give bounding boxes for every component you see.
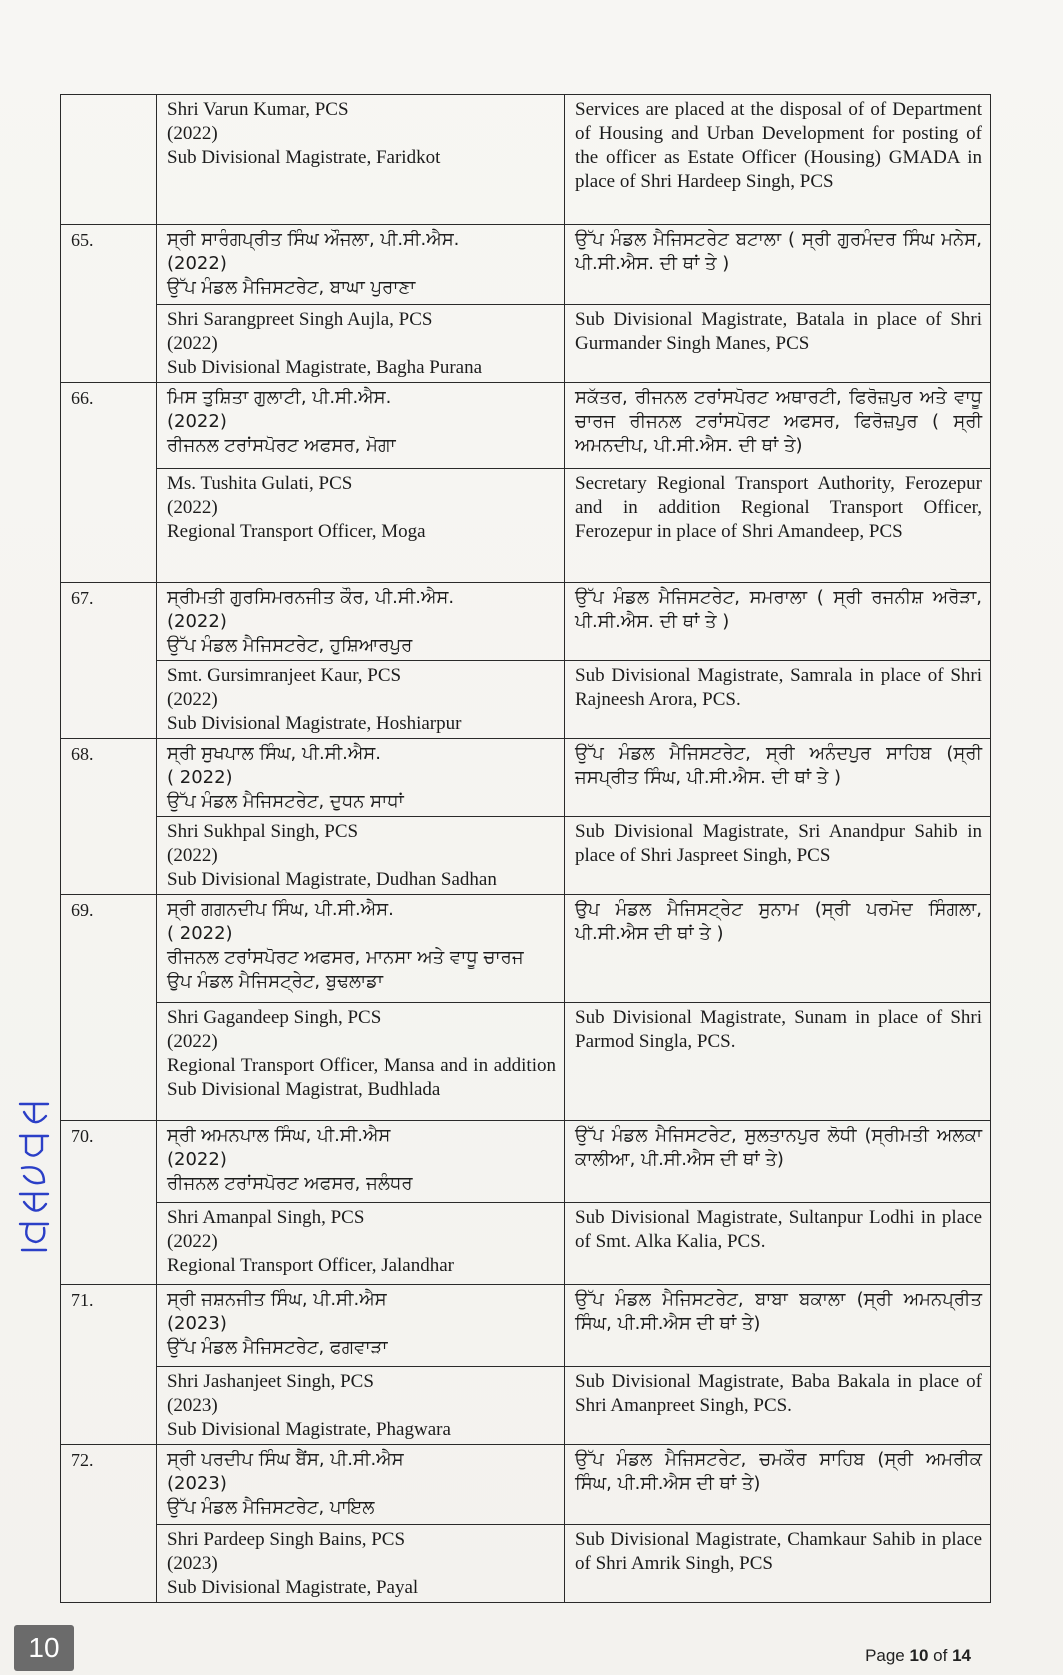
table-row xyxy=(61,383,991,469)
officer-punjabi: ਸ੍ਰੀ ਸੁਖਪਾਲ ਸਿੰਘ, ਪੀ.ਸੀ.ਐਸ. ( 2022) ਉੱਪ ਮੰਡਲ ਮੈਜਿਸਟਰੇਟ, ਦੁਧਨ ਸਾਧਾਂ xyxy=(157,739,565,817)
serial-number: 71. xyxy=(61,1285,157,1445)
officer-punjabi: ਸ੍ਰੀ ਜਸ਼ਨਜੀਤ ਸਿੰਘ, ਪੀ.ਸੀ.ਐਸ (2023) ਉੱਪ ਮੰਡਲ ਮੈਜਿਸਟਰੇਟ, ਫਗਵਾੜਾ xyxy=(157,1285,565,1367)
transfer-orders-table xyxy=(60,94,991,1603)
officer-english: Shri Sarangpreet Singh Aujla, PCS (2022) Sub Divisional Magistrate, Bagha Purana xyxy=(157,305,565,383)
officer-punjabi: ਸ੍ਰੀਮਤੀ ਗੁਰਸਿਮਰਨਜੀਤ ਕੌਰ, ਪੀ.ਸੀ.ਐਸ. (2022) ਉੱਪ ਮੰਡਲ ਮੈਜਿਸਟਰੇਟ, ਹੁਸ਼ਿਆਰਪੁਰ xyxy=(157,583,565,661)
table-row xyxy=(61,225,991,305)
posting-punjabi: ਸਕੱਤਰ, ਰੀਜਨਲ ਟਰਾਂਸਪੋਰਟ ਅਥਾਰਟੀ, ਫਿਰੋਜ਼ਪੁਰ ਅਤੇ ਵਾਧੂ ਚਾਰਜ ਰੀਜਨਲ ਟਰਾਂਸਪੋਰਟ ਅਫਸਰ, ਫਿਰੋਜ਼ਪੁਰ ( ਸ੍ਰੀ ਅਮਨਦੀਪ, ਪੀ.ਸੀ.ਐਸ. ਦੀ ਥਾਂ ਤੇ) xyxy=(565,383,991,469)
table-row xyxy=(61,817,991,895)
officer-punjabi: ਸ੍ਰੀ ਸਾਰੰਗਪ੍ਰੀਤ ਸਿੰਘ ਔਜਲਾ, ਪੀ.ਸੀ.ਐਸ. (2022) ਉੱਪ ਮੰਡਲ ਮੈਜਿਸਟਰੇਟ, ਬਾਘਾ ਪੁਰਾਣਾ xyxy=(157,225,565,305)
officer-punjabi: ਸ੍ਰੀ ਅਮਨਪਾਲ ਸਿੰਘ, ਪੀ.ਸੀ.ਐਸ (2022) ਰੀਜਨਲ ਟਰਾਂਸਪੋਰਟ ਅਫਸਰ, ਜਲੰਧਰ xyxy=(157,1121,565,1203)
posting-punjabi: ਉੱਪ ਮੰਡਲ ਮੈਜਿਸਟਰੇਟ, ਚਮਕੌਰ ਸਾਹਿਬ (ਸ੍ਰੀ ਅਮਰੀਕ ਸਿੰਘ, ਪੀ.ਸੀ.ਐਸ ਦੀ ਥਾਂ ਤੇ) xyxy=(565,1445,991,1525)
posting-english: Sub Divisional Magistrate, Chamkaur Sahib in place of Shri Amrik Singh, PCS xyxy=(565,1525,991,1603)
handwritten-signature xyxy=(14,1090,54,1260)
officer-english: Shri Amanpal Singh, PCS (2022) Regional Transport Officer, Jalandhar xyxy=(157,1203,565,1285)
posting-punjabi: ਉੱਪ ਮੰਡਲ ਮੈਜਿਸਟਰੇਟ, ਸ੍ਰੀ ਅਨੰਦਪੁਰ ਸਾਹਿਬ (ਸ੍ਰੀ ਜਸਪ੍ਰੀਤ ਸਿੰਘ, ਪੀ.ਸੀ.ਐਸ. ਦੀ ਥਾਂ ਤੇ ) xyxy=(565,739,991,817)
officer-english: Shri Pardeep Singh Bains, PCS (2023) Sub Divisional Magistrate, Payal xyxy=(157,1525,565,1603)
officer-punjabi: ਸ੍ਰੀ ਪਰਦੀਪ ਸਿੰਘ ਬੈਂਸ, ਪੀ.ਸੀ.ਐਸ (2023) ਉੱਪ ਮੰਡਲ ਮੈਜਿਸਟਰੇਟ, ਪਾਇਲ xyxy=(157,1445,565,1525)
serial-number: 67. xyxy=(61,583,157,739)
officer-english: Ms. Tushita Gulati, PCS (2022) Regional Transport Officer, Moga xyxy=(157,469,565,583)
officer-punjabi: ਸ੍ਰੀ ਗਗਨਦੀਪ ਸਿੰਘ, ਪੀ.ਸੀ.ਐਸ. ( 2022) ਰੀਜਨਲ ਟਰਾਂਸਪੋਰਟ ਅਫਸਰ, ਮਾਨਸਾ ਅਤੇ ਵਾਧੂ ਚਾਰਜ ਉਪ ਮੰਡਲ ਮੈਜਿਸਟ੍ਰੇਟ, ਬੁਢਲਾਡਾ xyxy=(157,895,565,1003)
posting-english: Sub Divisional Magistrate, Baba Bakala in place of Shri Amanpreet Singh, PCS. xyxy=(565,1367,991,1445)
table-row xyxy=(61,1367,991,1445)
posting-english: Sub Divisional Magistrate, Sultanpur Lodhi in place of Smt. Alka Kalia, PCS. xyxy=(565,1203,991,1285)
table-row xyxy=(61,1203,991,1285)
posting-punjabi: ਉੱਪ ਮੰਡਲ ਮੈਜਿਸਟਰੇਟ, ਬਾਬਾ ਬਕਾਲਾ (ਸ੍ਰੀ ਅਮਨਪ੍ਰੀਤ ਸਿੰਘ, ਪੀ.ਸੀ.ਐਸ ਦੀ ਥਾਂ ਤੇ) xyxy=(565,1285,991,1367)
serial-number xyxy=(61,95,157,225)
serial-number: 66. xyxy=(61,383,157,583)
table-row xyxy=(61,1121,991,1203)
serial-number: 65. xyxy=(61,225,157,383)
table-row xyxy=(61,1285,991,1367)
posting-english: Sub Divisional Magistrate, Batala in place of Shri Gurmander Singh Manes, PCS xyxy=(565,305,991,383)
posting-english: Sub Divisional Magistrate, Sunam in place of Shri Parmod Singla, PCS. xyxy=(565,1003,991,1121)
table-row xyxy=(61,1525,991,1603)
serial-number: 69. xyxy=(61,895,157,1121)
officer-english: Shri Varun Kumar, PCS (2022) Sub Divisional Magistrate, Faridkot xyxy=(157,95,565,225)
posting-english: Secretary Regional Transport Authority, Ferozepur and in addition Regional Transport Officer, Ferozepur in place of Shri Amandeep, PCS xyxy=(565,469,991,583)
serial-number: 72. xyxy=(61,1445,157,1603)
posting-punjabi: ਉੱਪ ਮੰਡਲ ਮੈਜਿਸਟਰੇਟ ਬਟਾਲਾ ( ਸ੍ਰੀ ਗੁਰਮੰਦਰ ਸਿੰਘ ਮਨੇਸ, ਪੀ.ਸੀ.ਐਸ. ਦੀ ਥਾਂ ਤੇ ) xyxy=(565,225,991,305)
posting-english: Sub Divisional Magistrate, Samrala in place of Shri Rajneesh Arora, PCS. xyxy=(565,661,991,739)
page-footer: Page 10 of 14 xyxy=(865,1646,971,1665)
serial-number: 68. xyxy=(61,739,157,895)
table-row xyxy=(61,305,991,383)
page-number-box: 10 xyxy=(14,1625,74,1671)
officer-punjabi: ਮਿਸ ਤੁਸ਼ਿਤਾ ਗੁਲਾਟੀ, ਪੀ.ਸੀ.ਐਸ. (2022) ਰੀਜਨਲ ਟਰਾਂਸਪੋਰਟ ਅਫਸਰ, ਮੋਗਾ xyxy=(157,383,565,469)
officer-english: Smt. Gursimranjeet Kaur, PCS (2022) Sub Divisional Magistrate, Hoshiarpur xyxy=(157,661,565,739)
table-row xyxy=(61,95,991,225)
table-row xyxy=(61,1445,991,1525)
table-row xyxy=(61,895,991,1003)
posting-english: Sub Divisional Magistrate, Sri Anandpur Sahib in place of Shri Jaspreet Singh, PCS xyxy=(565,817,991,895)
table-row xyxy=(61,661,991,739)
officer-english: Shri Sukhpal Singh, PCS (2022) Sub Divisional Magistrate, Dudhan Sadhan xyxy=(157,817,565,895)
posting-english: Services are placed at the disposal of of Department of Housing and Urban Development for posting of the officer as Estate Officer (Housing) GMADA in place of Shri Hardeep Singh, PCS xyxy=(565,95,991,225)
table-row xyxy=(61,469,991,583)
officer-english: Shri Gagandeep Singh, PCS (2022) Regional Transport Officer, Mansa and in addition Sub Divisional Magistrat, Budhlada xyxy=(157,1003,565,1121)
table-row xyxy=(61,583,991,661)
table-row xyxy=(61,1003,991,1121)
serial-number: 70. xyxy=(61,1121,157,1285)
officer-english: Shri Jashanjeet Singh, PCS (2023) Sub Divisional Magistrate, Phagwara xyxy=(157,1367,565,1445)
posting-punjabi: ਉੱਪ ਮੰਡਲ ਮੈਜਿਸਟਰੇਟ, ਸਮਰਾਲਾ ( ਸ੍ਰੀ ਰਜਨੀਸ਼ ਅਰੋੜਾ, ਪੀ.ਸੀ.ਐਸ. ਦੀ ਥਾਂ ਤੇ ) xyxy=(565,583,991,661)
posting-punjabi: ਉੱਪ ਮੰਡਲ ਮੈਜਿਸਟਰੇਟ, ਸੁਲਤਾਨਪੁਰ ਲੋਧੀ (ਸ੍ਰੀਮਤੀ ਅਲਕਾ ਕਾਲੀਆ, ਪੀ.ਸੀ.ਐਸ ਦੀ ਥਾਂ ਤੇ) xyxy=(565,1121,991,1203)
posting-punjabi: ਉਪ ਮੰਡਲ ਮੈਜਿਸਟ੍ਰੇਟ ਸੁਨਾਮ (ਸ੍ਰੀ ਪਰਮੋਦ ਸਿੰਗਲਾ, ਪੀ.ਸੀ.ਐਸ ਦੀ ਥਾਂ ਤੇ ) xyxy=(565,895,991,1003)
table-row xyxy=(61,739,991,817)
